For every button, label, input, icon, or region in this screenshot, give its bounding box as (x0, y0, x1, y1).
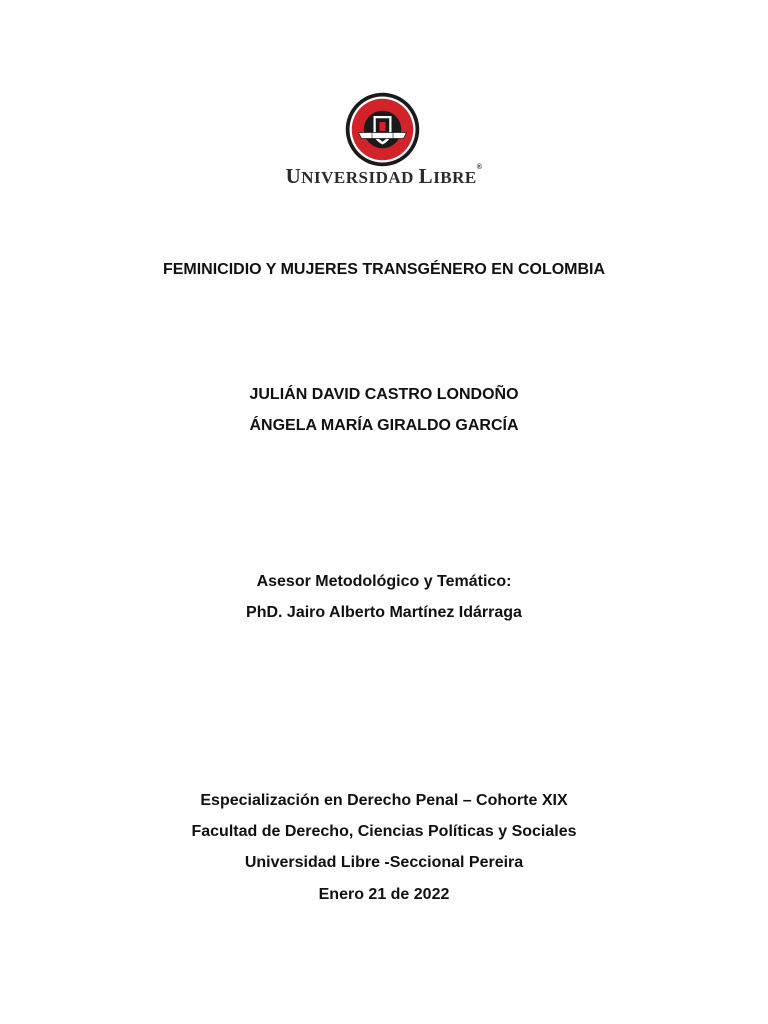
program-name: Especialización en Derecho Penal – Cohorte XIX (200, 792, 568, 809)
author-name: ÁNGELA MARÍA GIRALDO GARCÍA (249, 417, 519, 434)
institution-name: Universidad Libre -Seccional Pereira (244, 854, 524, 871)
faculty-name: Facultad de Derecho, Ciencias Políticas y Sociales (191, 823, 577, 840)
document-date: Enero 21 de 2022 (318, 886, 450, 903)
advisor-name: PhD. Jairo Alberto Martínez Idárraga (246, 604, 522, 621)
thesis-title: FEMINICIDIO Y MUJERES TRANSGÉNERO EN COLOMBIA (162, 261, 606, 278)
advisor-label: Asesor Metodológico y Temático: (256, 573, 512, 590)
university-wordmark: UNIVERSIDAD LIBRE® (285, 164, 483, 188)
author-name: JULIÁN DAVID CASTRO LONDOÑO (249, 386, 519, 403)
university-seal-logo (345, 92, 420, 167)
